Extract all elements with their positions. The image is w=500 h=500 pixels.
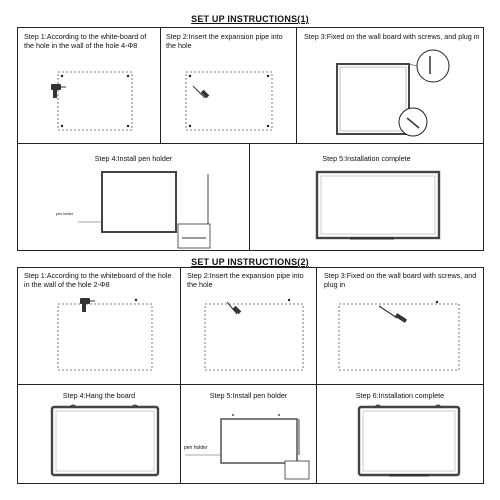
s1-step3-drawing bbox=[297, 28, 485, 145]
s2-step2-caption: Step 2:Insert the expansion pipe into the hole bbox=[187, 271, 304, 289]
s1-step2-caption: Step 2:Insert the expansion pipe into the hole bbox=[166, 32, 283, 50]
s1-step4-panel bbox=[17, 143, 250, 251]
s2-step3-caption: Step 3:Fixed on the wall board with screws, and plug in bbox=[324, 271, 477, 289]
s1-step1-caption: Step 1:According to the white-board of the hole in the wall of the hole 4-Φ8 bbox=[24, 32, 147, 50]
s1-step4-pen-holder-label: pen holder bbox=[56, 212, 73, 216]
s2-step6-caption: Step 6:Installation complete bbox=[355, 391, 445, 400]
s2-step6-panel bbox=[316, 384, 484, 484]
s2-step4-panel bbox=[17, 384, 181, 484]
section2-title: SET UP INSTRUCTIONS(2) bbox=[191, 257, 309, 267]
s2-step1-panel bbox=[17, 267, 181, 385]
s2-step6-drawing bbox=[317, 385, 485, 485]
s2-step5-drawing bbox=[181, 385, 318, 485]
hammer-icon bbox=[193, 86, 209, 98]
s1-step4-drawing bbox=[18, 144, 251, 252]
s1-step1-panel bbox=[17, 27, 161, 144]
screwdriver-icon bbox=[379, 306, 407, 323]
s1-step3-caption: Step 3:Fixed on the wall board with screws, and plug in bbox=[304, 32, 480, 41]
s2-step3-panel bbox=[316, 267, 484, 385]
s2-step5-panel bbox=[180, 384, 317, 484]
s1-step5-drawing bbox=[250, 144, 485, 252]
s1-step5-panel bbox=[249, 143, 484, 251]
s1-step2-drawing bbox=[161, 28, 298, 145]
s2-step4-drawing bbox=[18, 385, 182, 485]
s2-step3-drawing bbox=[317, 268, 485, 386]
s2-step1-drawing bbox=[18, 268, 182, 386]
section1-title: SET UP INSTRUCTIONS(1) bbox=[191, 14, 309, 24]
s2-step5-pen-holder-label: pen holder bbox=[184, 445, 208, 451]
drill-icon bbox=[51, 84, 66, 98]
s1-step3-panel bbox=[296, 27, 484, 144]
s1-step2-panel bbox=[160, 27, 297, 144]
magnifier-icon bbox=[399, 50, 449, 136]
s2-step1-caption: Step 1:According to the whiteboard of the hole in the wall of the hole 2-Φ8 bbox=[24, 271, 172, 289]
s1-step1-drawing bbox=[18, 28, 162, 145]
s2-step4-caption: Step 4:Hang the board bbox=[62, 391, 136, 400]
s2-step2-panel bbox=[180, 267, 317, 385]
s1-step5-caption: Step 5:Installation complete bbox=[322, 154, 411, 163]
s1-step4-caption: Step 4:Install pen holder bbox=[94, 154, 173, 163]
s2-step2-drawing bbox=[181, 268, 318, 386]
s2-step5-caption: Step 5:Install pen holder bbox=[209, 391, 288, 400]
drill-icon bbox=[80, 298, 95, 312]
